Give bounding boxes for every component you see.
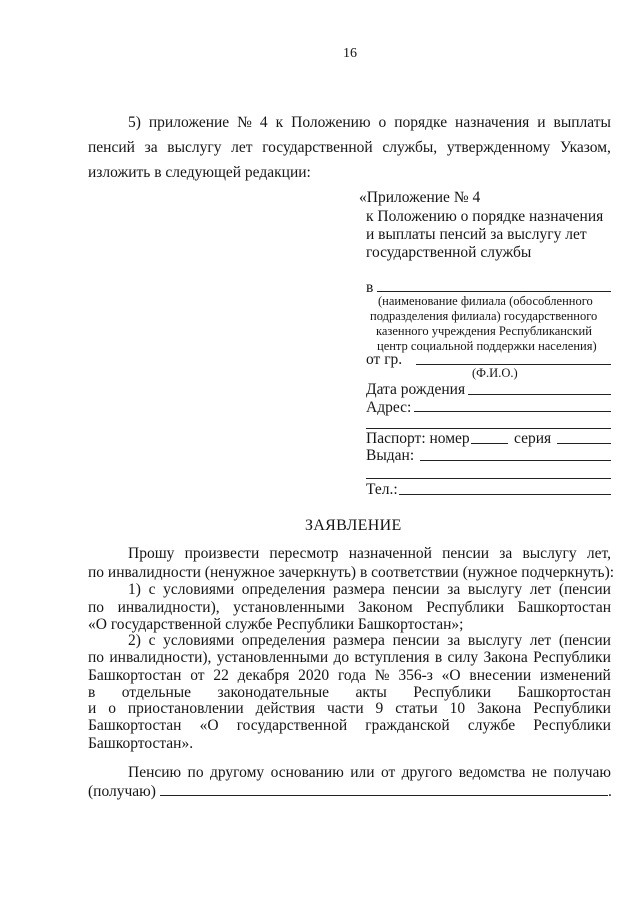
birth-field-line[interactable] bbox=[468, 394, 611, 395]
word: с bbox=[148, 632, 156, 649]
word: лет bbox=[529, 632, 552, 649]
word: и bbox=[88, 700, 97, 717]
word: гражданской bbox=[365, 717, 450, 734]
word: от bbox=[190, 667, 205, 684]
word: Республики bbox=[533, 700, 611, 717]
word: Республики bbox=[426, 599, 504, 616]
word: выплаты bbox=[553, 114, 611, 131]
passport-series-line[interactable] bbox=[557, 443, 611, 444]
word: Прошу bbox=[128, 545, 175, 562]
word: пенсий bbox=[88, 139, 135, 156]
word: в bbox=[88, 684, 96, 701]
word: Положению bbox=[291, 114, 371, 131]
passport-label: Паспорт: номер bbox=[366, 430, 470, 447]
word: за bbox=[447, 632, 461, 649]
appendix-line-4: государственной службы bbox=[366, 244, 532, 261]
word: силу bbox=[447, 649, 479, 666]
item1-line-3: «О государственной службе Республики Башкортостан»; bbox=[88, 616, 464, 633]
word: определения bbox=[241, 581, 326, 598]
word: или bbox=[350, 764, 375, 781]
word: к bbox=[275, 114, 284, 131]
word: 9 bbox=[375, 700, 384, 717]
word: назначенной bbox=[348, 545, 432, 562]
word: государственной bbox=[262, 139, 373, 156]
word: выслугу bbox=[167, 139, 222, 156]
word: изменений bbox=[539, 667, 611, 684]
issued-label: Выдан: bbox=[366, 447, 415, 464]
word: акты bbox=[355, 684, 387, 701]
appendix-line-3: и выплаты пенсий за выслугу лет bbox=[366, 226, 587, 243]
word: отдельные bbox=[121, 684, 192, 701]
word: 10 bbox=[449, 700, 466, 717]
word: приложение bbox=[148, 114, 230, 131]
fio-hint: (Ф.И.О.) bbox=[472, 366, 518, 380]
word: пенсии bbox=[392, 581, 440, 598]
phone-field-line[interactable] bbox=[399, 494, 611, 495]
word: за bbox=[447, 581, 461, 598]
word: Башкортостан bbox=[88, 667, 182, 684]
word: Республики bbox=[533, 649, 611, 666]
other-pension-field-line[interactable] bbox=[160, 795, 608, 796]
word: вступления bbox=[354, 649, 430, 666]
word: условиями bbox=[163, 581, 235, 598]
appendix-line-2: к Положению о порядке назначения bbox=[366, 208, 604, 225]
word: основанию bbox=[270, 764, 344, 781]
word: выслугу bbox=[467, 581, 523, 598]
word: за bbox=[144, 139, 158, 156]
word: 22 bbox=[213, 667, 229, 684]
word: Пенсию bbox=[128, 764, 182, 781]
passport-number-line[interactable] bbox=[471, 443, 508, 444]
to-hint-3: казенного учреждения Республиканский bbox=[376, 324, 592, 338]
item2-line-3 bbox=[88, 667, 611, 685]
word: инвалидности), bbox=[109, 649, 212, 666]
to-hint-1: (наименование филиала (обособленного bbox=[378, 294, 593, 308]
page-number: 16 bbox=[343, 46, 357, 61]
word: 356-з bbox=[398, 667, 433, 684]
word: порядке bbox=[394, 114, 448, 131]
word: лет bbox=[231, 139, 253, 156]
word: (пенсии bbox=[558, 632, 611, 649]
word: размера bbox=[333, 581, 385, 598]
item1-line-1 bbox=[128, 581, 611, 599]
word: по bbox=[187, 764, 204, 781]
word: службе bbox=[467, 717, 516, 734]
series-label: серия bbox=[514, 430, 552, 447]
word: в bbox=[434, 649, 443, 666]
word: Закона bbox=[476, 700, 522, 717]
word: Башкортостан bbox=[517, 599, 611, 616]
word: пенсии bbox=[442, 545, 490, 562]
issued-field-line-2[interactable] bbox=[366, 478, 611, 479]
word: 5) bbox=[128, 114, 141, 131]
word: выслугу bbox=[522, 545, 577, 562]
para3-line-1 bbox=[128, 764, 611, 782]
word: о bbox=[378, 114, 387, 131]
word: (пенсии bbox=[558, 581, 611, 598]
word: № bbox=[374, 667, 390, 684]
word: установленными bbox=[233, 599, 345, 616]
word: 4 bbox=[259, 114, 268, 131]
birth-label: Дата рождения bbox=[366, 381, 466, 398]
item2-line-5 bbox=[88, 700, 611, 718]
word: другого bbox=[401, 764, 453, 781]
word: Республики bbox=[533, 717, 611, 734]
word: о bbox=[108, 700, 116, 717]
word: службы, bbox=[382, 139, 438, 156]
word: законодательные bbox=[217, 684, 329, 701]
intro-line-2 bbox=[88, 139, 611, 157]
word: инвалидности), bbox=[117, 599, 220, 616]
phone-label: Тел.: bbox=[366, 481, 398, 498]
item2-line-1 bbox=[128, 632, 611, 650]
word: государственной bbox=[236, 717, 348, 734]
word: пенсии bbox=[392, 632, 440, 649]
word: от bbox=[380, 764, 396, 781]
to-hint-2: подразделения филиала) государственного bbox=[370, 309, 598, 323]
word: за bbox=[499, 545, 513, 562]
word: размера bbox=[333, 632, 385, 649]
word: лет, bbox=[586, 545, 611, 562]
from-label: от гр. bbox=[366, 351, 403, 368]
word: внесении bbox=[469, 667, 532, 684]
word: «О bbox=[441, 667, 461, 684]
word: по bbox=[88, 599, 105, 616]
word: Башкортостан bbox=[88, 717, 182, 734]
word: ведомства bbox=[458, 764, 526, 781]
issued-field-line[interactable] bbox=[420, 460, 611, 461]
intro-line-3: изложить в следующей редакции: bbox=[88, 164, 311, 181]
word: 1) bbox=[128, 581, 141, 598]
word: приостановлении bbox=[127, 700, 244, 717]
word: 2020 bbox=[298, 667, 330, 684]
intro-line-1 bbox=[128, 114, 611, 132]
word: декабря bbox=[237, 667, 290, 684]
word: по bbox=[88, 649, 105, 666]
word: не bbox=[531, 764, 547, 781]
address-field-line[interactable] bbox=[414, 411, 611, 412]
word: Законом bbox=[358, 599, 413, 616]
word: 2) bbox=[128, 632, 141, 649]
word: установленными bbox=[216, 649, 329, 666]
para3-line-2: (получаю) bbox=[88, 783, 156, 800]
word: статьи bbox=[395, 700, 438, 717]
word: действия bbox=[255, 700, 316, 717]
word: лет bbox=[529, 581, 552, 598]
word: и bbox=[537, 114, 546, 131]
word: года bbox=[337, 667, 366, 684]
word: до bbox=[333, 649, 350, 666]
word: «О bbox=[199, 717, 219, 734]
to-hint-4: центр социальной поддержки населения) bbox=[377, 339, 597, 353]
fio-field-line[interactable] bbox=[416, 364, 611, 365]
word: получаю bbox=[553, 764, 611, 781]
word: Республики bbox=[413, 684, 492, 701]
item2-line-6 bbox=[88, 717, 611, 735]
to-label: в bbox=[366, 279, 374, 296]
item2-line-2 bbox=[88, 649, 611, 667]
word: Закона bbox=[483, 649, 528, 666]
para1-line-1 bbox=[128, 545, 611, 563]
word: назначения bbox=[455, 114, 530, 131]
statement-title: ЗАЯВЛЕНИЕ bbox=[305, 517, 402, 534]
word: № bbox=[237, 114, 252, 131]
word: выслугу bbox=[467, 632, 523, 649]
word: произвести bbox=[184, 545, 260, 562]
item2-line-7: Башкортостан». bbox=[88, 735, 194, 752]
address-label: Адрес: bbox=[366, 399, 412, 416]
word: другому bbox=[209, 764, 265, 781]
word: пересмотр bbox=[269, 545, 339, 562]
appendix-title: «Приложение № 4 bbox=[359, 189, 481, 206]
para1-line-2: по инвалидности (ненужное зачеркнуть) в соответствии (нужное подчеркнуть): bbox=[88, 564, 615, 581]
word: определения bbox=[241, 632, 326, 649]
word: утвержденному bbox=[446, 139, 551, 156]
word: условиями bbox=[163, 632, 235, 649]
word: части bbox=[327, 700, 364, 717]
to-field-line[interactable] bbox=[377, 291, 611, 292]
word: Указом, bbox=[559, 139, 611, 156]
word: с bbox=[148, 581, 156, 598]
word: Башкортостан bbox=[517, 684, 611, 701]
para3-end: . bbox=[608, 783, 612, 800]
